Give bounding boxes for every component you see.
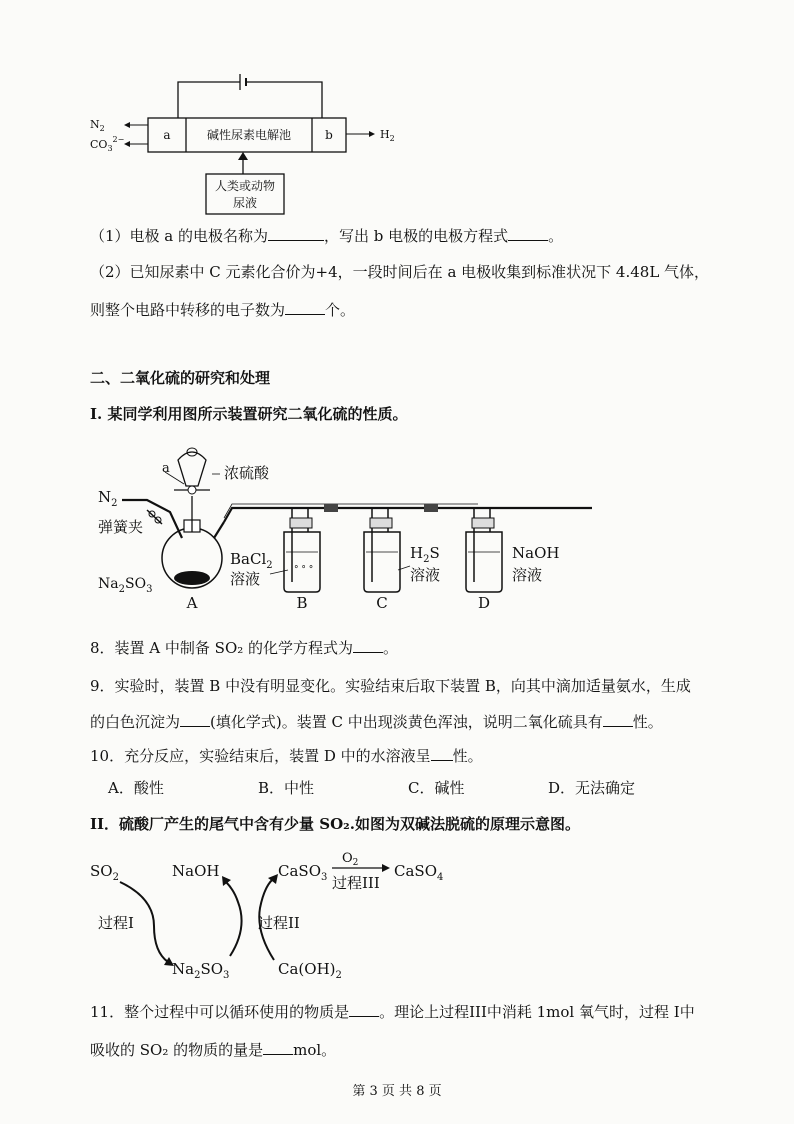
- q10-option-b[interactable]: B．中性: [258, 779, 315, 797]
- cycle-process3: 过程III: [332, 874, 380, 892]
- answer-blank[interactable]: [180, 712, 210, 727]
- acid-label: 浓硫酸: [224, 464, 270, 482]
- q10-end: 性。: [452, 747, 483, 765]
- part2-heading: II．硫酸厂产生的尾气中含有少量 SO₂.如图为双碱法脱硫的原理示意图。: [90, 815, 580, 833]
- q11-line2-prefix: 吸收的 SO₂ 的物质的量是: [90, 1041, 264, 1059]
- answer-blank[interactable]: [431, 746, 453, 761]
- q10-option-a[interactable]: A．酸性: [108, 779, 164, 797]
- answer-blank[interactable]: [263, 1040, 293, 1055]
- product-h2: $H_2$: [380, 128, 395, 143]
- cycle-caoh2: $Ca(OH)_2$: [278, 960, 342, 981]
- label-b: B: [296, 594, 308, 612]
- clip-label: 弹簧夹: [98, 518, 144, 536]
- n2-label: $N_2$: [98, 488, 118, 509]
- q9-line1: 9．实验时，装置 B 中没有明显变化。实验结束后取下装置 B，向其中滴加适量氨水，生成: [90, 677, 691, 695]
- electrolysis-diagram: [80, 70, 420, 220]
- product-n2: $N_2$: [90, 118, 105, 133]
- cycle-process2: 过程II: [258, 914, 300, 932]
- q8-prefix: 8．装置 A 中制备 SO₂ 的化学方程式为: [90, 639, 354, 657]
- q9-end: 性。: [632, 713, 663, 731]
- answer-blank[interactable]: [508, 226, 548, 241]
- answer-blank[interactable]: [603, 712, 633, 727]
- bacl2-solution-label: 溶液: [230, 570, 261, 588]
- q10: [90, 746, 483, 766]
- q8-end: 。: [383, 639, 399, 657]
- q10-text: 10．充分反应，实验结束后，装置 D 中的水溶液呈: [90, 747, 431, 765]
- arrow-right-icon: [382, 864, 390, 872]
- naoh-label: NaOH: [512, 544, 560, 562]
- part1-heading: I. 某同学利用图所示装置研究二氧化硫的性质。: [90, 405, 408, 423]
- bottle-b: [284, 508, 320, 592]
- q10-options: [108, 778, 688, 798]
- cycle-caso4: CaSO$_4$: [394, 862, 444, 883]
- page-footer: 第 3 页 共 8 页: [352, 1084, 442, 1099]
- answer-blank[interactable]: [353, 638, 383, 653]
- reagent-label: $Na_2SO_3$: [98, 576, 153, 595]
- bacl2-label: BaCl$_2$: [230, 550, 273, 571]
- q1-part1-end: 。: [548, 227, 564, 245]
- spring-clip-icon: [147, 510, 162, 524]
- cycle-caso3: CaSO$_3$: [278, 862, 328, 883]
- connector-icon: [424, 504, 438, 512]
- connector-icon: [324, 504, 338, 512]
- q11-middle: 。理论上过程III中消耗 1mol 氧气时，过程 I中: [379, 1003, 695, 1021]
- feed-label-line1: 人类或动物: [214, 179, 276, 193]
- electrode-a-label: a: [163, 128, 171, 142]
- h2s-solution-label: 溶液: [410, 566, 441, 584]
- q10-option-c[interactable]: C．碱性: [408, 779, 465, 797]
- arrow-icon: [222, 876, 231, 886]
- q1-part2-line1: （2）已知尿素中 C 元素化合价为+4，一段时间后在 a 电极收集到标准状况下 4.48L 气体，: [90, 263, 710, 281]
- q9-middle: (填化学式)。装置 C 中出现淡黄色浑浊，说明二氧化硫具有: [210, 713, 603, 731]
- q10-option-d[interactable]: D．无法确定: [548, 779, 636, 797]
- section2-heading: 二、二氧化硫的研究和处理: [90, 369, 271, 387]
- q9-prefix: 的白色沉淀为: [90, 713, 181, 731]
- label-a: A: [186, 594, 198, 612]
- h2s-label: $H_2S$: [410, 544, 440, 565]
- q11-line2-end: mol。: [293, 1041, 337, 1059]
- funnel-icon: [178, 452, 206, 486]
- cycle-so2: $SO_2$: [90, 862, 119, 883]
- q8: [90, 638, 398, 658]
- cycle-diagram: [88, 848, 468, 988]
- reagent-solid-icon: [174, 571, 210, 585]
- cycle-naoh: NaOH: [172, 862, 220, 880]
- apparatus-diagram: [92, 440, 592, 620]
- label-c: C: [376, 594, 388, 612]
- q11-prefix: 11．整个过程中可以循环使用的物质是: [90, 1003, 350, 1021]
- stopcock-a-label: a: [162, 461, 170, 476]
- answer-blank[interactable]: [268, 226, 324, 241]
- answer-blank[interactable]: [285, 300, 325, 315]
- q1-part1: [90, 226, 563, 246]
- q1-part2-line2: [90, 300, 355, 320]
- q1-part1-prefix: （1）电极 a 的电极名称为: [90, 227, 269, 245]
- q1-part2-prefix: 则整个电路中转移的电子数为: [90, 301, 286, 319]
- q11-line1: [90, 1002, 695, 1022]
- feed-arrow-icon: [238, 152, 248, 160]
- q1-part2-end: 个。: [325, 301, 356, 319]
- product-co3: $CO_3^{2-}$: [90, 135, 125, 153]
- bottle-d: [466, 508, 502, 592]
- bottle-c: [364, 508, 400, 592]
- cycle-na2so3: $Na_2SO_3$: [172, 960, 230, 981]
- label-d: D: [477, 594, 491, 612]
- q9-line2: [90, 712, 663, 732]
- cycle-process1: 过程I: [98, 914, 134, 932]
- svg-text:° ° °: ° ° °: [294, 565, 314, 575]
- flask-a: [162, 448, 224, 588]
- answer-blank[interactable]: [349, 1002, 379, 1017]
- feed-label-line2: 尿液: [232, 196, 258, 210]
- cycle-o2: $O_2$: [342, 851, 359, 868]
- electrode-b-label: b: [325, 128, 333, 142]
- naoh-solution-label: 溶液: [512, 566, 543, 584]
- cell-label: 碱性尿素电解池: [206, 128, 292, 142]
- q11-line2: [90, 1040, 336, 1060]
- q1-part1-middle: ，写出 b 电极的电极方程式: [324, 227, 509, 245]
